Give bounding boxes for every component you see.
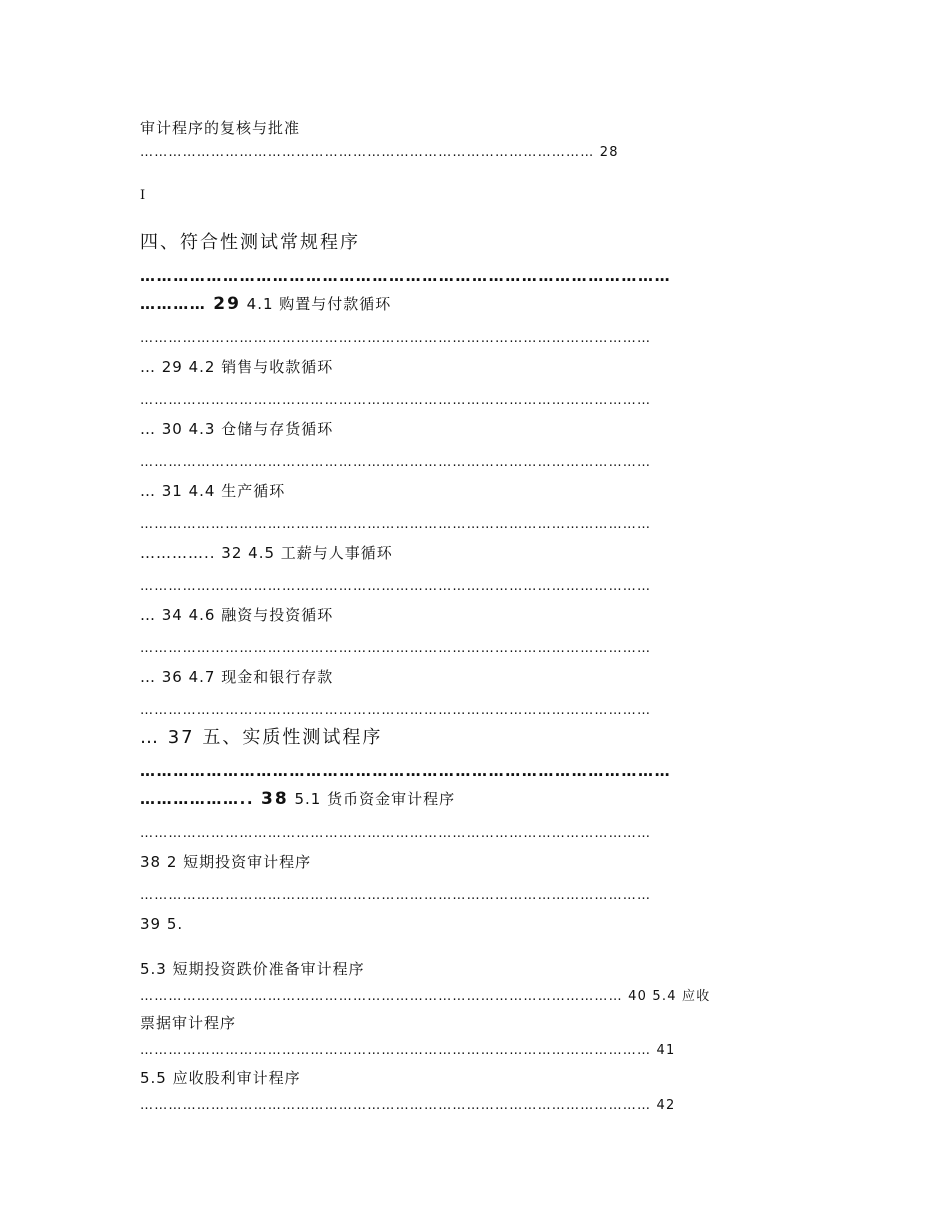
toc-line-9: ……………………………………………………………………………………………… bbox=[140, 393, 652, 408]
toc-line-22-page: 38 bbox=[261, 789, 289, 809]
toc-line-3: I bbox=[140, 188, 147, 203]
toc-line-6-title: 4.1 购置与付款循环 bbox=[240, 295, 392, 313]
toc-line-14: ………….. 32 4.5 工薪与人事循环 bbox=[140, 544, 393, 562]
toc-line-30: ……………………………………………………………………………………………… 41 bbox=[140, 1043, 676, 1058]
toc-line-27: 5.3 短期投资跌价准备审计程序 bbox=[140, 960, 365, 978]
toc-line-21: …………………………………………………………………………………… bbox=[140, 762, 672, 780]
toc-line-23: ……………………………………………………………………………………………… bbox=[140, 826, 652, 841]
toc-line-15: ……………………………………………………………………………………………… bbox=[140, 579, 652, 594]
toc-line-25: ……………………………………………………………………………………………… bbox=[140, 888, 652, 903]
toc-line-13: ……………………………………………………………………………………………… bbox=[140, 517, 652, 532]
toc-line-29: 票据审计程序 bbox=[140, 1014, 237, 1032]
toc-line-28: ………………………………………………………………………………………… 40 5.4 应收 bbox=[140, 989, 711, 1004]
toc-line-6-dots: ………… bbox=[140, 295, 214, 313]
toc-line-12: … 31 4.4 生产循环 bbox=[140, 482, 286, 500]
toc-line-10: … 30 4.3 仓储与存货循环 bbox=[140, 420, 334, 438]
toc-line-22-dots: ……………….. bbox=[140, 790, 262, 808]
toc-line-20: … 37 五、实质性测试程序 bbox=[140, 727, 383, 748]
toc-line-17: ……………………………………………………………………………………………… bbox=[140, 641, 652, 656]
toc-line-18: … 36 4.7 现金和银行存款 bbox=[140, 668, 334, 686]
toc-line-8: … 29 4.2 销售与收款循环 bbox=[140, 358, 334, 376]
toc-line-26: 39 5. bbox=[140, 915, 184, 933]
toc-line-22-title: 5.1 货币资金审计程序 bbox=[288, 790, 456, 808]
toc-line-6-page: 29 bbox=[213, 294, 241, 314]
toc-line-11: ……………………………………………………………………………………………… bbox=[140, 455, 652, 470]
toc-line-16: … 34 4.6 融资与投资循环 bbox=[140, 606, 334, 624]
toc-line-31: 5.5 应收股利审计程序 bbox=[140, 1069, 301, 1087]
toc-line-7: ……………………………………………………………………………………………… bbox=[140, 331, 652, 346]
toc-line-22 bbox=[140, 789, 455, 809]
toc-line-1: 审计程序的复核与批准 bbox=[140, 119, 301, 137]
toc-line-6 bbox=[140, 294, 391, 314]
toc-line-2: …………………………………………………………………………………… 28 bbox=[140, 145, 619, 160]
toc-line-32: ……………………………………………………………………………………………… 42 bbox=[140, 1098, 676, 1113]
toc-line-5: …………………………………………………………………………………… bbox=[140, 267, 672, 285]
toc-section-4-heading: 四、符合性测试常规程序 bbox=[140, 232, 360, 253]
toc-line-24: 38 2 短期投资审计程序 bbox=[140, 853, 312, 871]
toc-line-19: ……………………………………………………………………………………………… bbox=[140, 703, 652, 718]
